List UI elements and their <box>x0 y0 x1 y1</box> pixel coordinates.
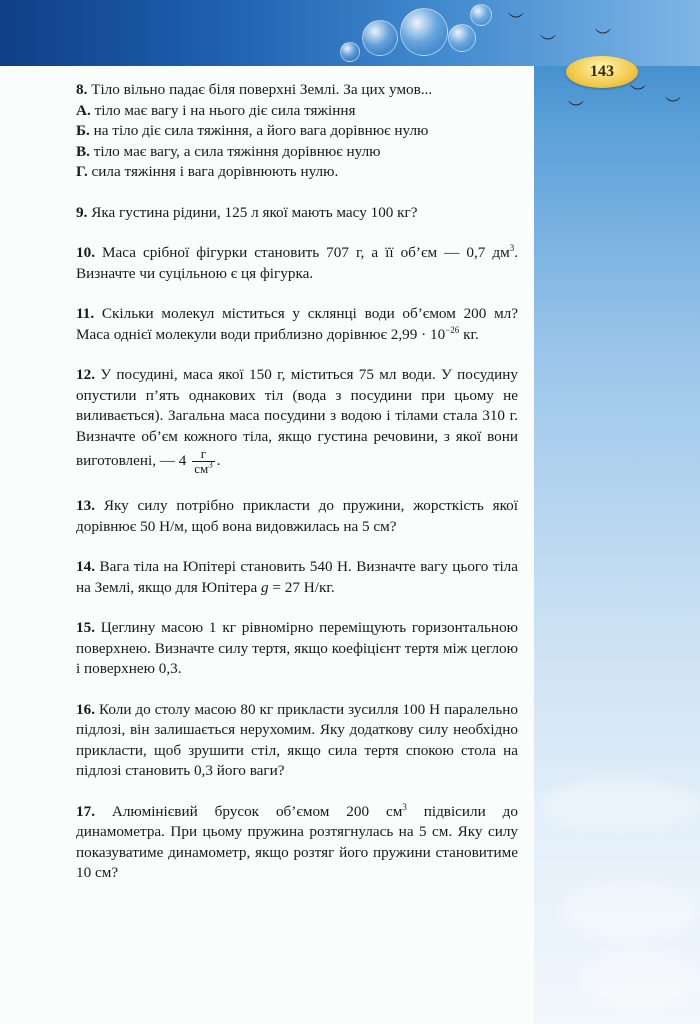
water-bubble <box>448 24 476 52</box>
task-text: Цеглину масою 1 кг рівномірно переміщують горизонтальною поверхнею. Визначте силу тертя, якщо коефіцієнт тертя між цеглою і поверхнею 0,3. <box>76 619 519 677</box>
superscript: −26 <box>445 324 460 335</box>
task-15 <box>76 618 518 680</box>
task-stem <box>76 80 518 101</box>
page-number: 143 <box>566 56 638 88</box>
water-bubble <box>340 42 360 62</box>
gravity-symbol: g <box>261 578 269 596</box>
fraction-denominator <box>192 459 215 476</box>
task-9 <box>76 203 518 224</box>
option-a <box>76 101 518 122</box>
task-10 <box>76 243 518 284</box>
water-bubble <box>470 4 492 26</box>
task-8 <box>76 80 518 183</box>
task-text: Маса срібної фігурки становить 707 г, а її об’єм — 0,7 дм <box>102 244 510 261</box>
task-16 <box>76 700 518 782</box>
task-11 <box>76 304 518 345</box>
option-letter: В. <box>76 142 90 160</box>
option-text: на тіло діє сила тяжіння, а його вага дорівнює нулю <box>93 122 429 139</box>
option-letter: Б. <box>76 122 90 139</box>
option-text: тіло має вагу, а сила тяжіння дорівнює нулю <box>93 142 381 160</box>
bird-icon: ︶ <box>540 33 557 52</box>
task-number: 13. <box>76 497 95 514</box>
task-text-tail: = 27 Н/кг. <box>268 578 335 596</box>
water-bubble <box>400 8 448 56</box>
cloud <box>560 880 700 940</box>
denominator-unit: см <box>194 461 209 476</box>
task-number: 12. <box>76 366 95 383</box>
task-number: 8. <box>76 81 88 98</box>
task-text-tail: підвісили до динамометра. При цьому пружина розтягнулась на 5 см. Яку силу показуватиме динамометр, якщо розтяг його пружини становитиме 10 см? <box>76 802 518 881</box>
task-number: 9. <box>76 203 88 221</box>
superscript: 3 <box>208 459 213 470</box>
fraction-numerator: г <box>192 447 215 462</box>
option-text: тіло має вагу і на нього діє сила тяжіння <box>94 101 356 119</box>
task-number: 17. <box>76 802 95 820</box>
option-b <box>76 121 518 142</box>
option-g <box>76 162 518 183</box>
problem-list <box>76 80 518 904</box>
task-12 <box>76 365 518 476</box>
task-text: Скільки молекул міститься у склянці води об’ємом 200 мл? Маса однієї молекули води приблизно дорівнює 2,99 · 10 <box>76 305 519 343</box>
superscript: 3 <box>402 801 407 812</box>
cloud <box>540 780 700 830</box>
density-fraction <box>192 447 215 476</box>
task-number: 14. <box>76 558 95 575</box>
task-text: Вага тіла на Юпітері становить 540 Н. Визначте вагу цього тіла на Землі, якщо для Юпітера <box>76 558 519 596</box>
option-text: сила тяжіння і вага дорівнюють нулю. <box>91 163 339 180</box>
option-v <box>76 142 518 163</box>
superscript: 3 <box>509 242 515 253</box>
task-text: У посудині, маса якої 150 г, міститься 75 мл води. У посудину опустили п’ять однакових тіл (вода з посудини при цьому не виливається). Загальна маса посудини з водою і тілами стала 310 г. Визначте об’єм кожного тіла, якщо густина речовини, з якої вони виготовлені, — 4 <box>76 366 518 469</box>
task-text-tail: кг. <box>459 325 479 343</box>
bird-icon: ︶ <box>595 27 612 46</box>
option-letter: Г. <box>76 163 88 180</box>
water-bubble <box>362 20 398 56</box>
task-text: Яку силу потрібно прикласти до пружини, жорсткість якої дорівнює 50 Н/м, щоб вона видовжилась на 5 см? <box>76 497 518 535</box>
task-number: 15. <box>76 619 95 636</box>
task-number: 10. <box>76 244 95 261</box>
task-text: Алюмінієвий брусок об’ємом 200 см <box>111 802 403 820</box>
task-number: 16. <box>76 700 95 718</box>
task-text-tail: . Визначте чи суцільною є ця фігурка. <box>76 244 518 282</box>
task-13 <box>76 496 518 537</box>
task-text-tail: . <box>216 451 221 469</box>
task-number: 11. <box>76 305 95 322</box>
task-text: Яка густина рідини, 125 л якої мають масу 100 кг? <box>91 203 418 221</box>
task-14 <box>76 557 518 598</box>
task-17 <box>76 802 518 884</box>
bird-icon: ︶ <box>630 83 647 102</box>
bird-icon: ︶ <box>665 95 682 114</box>
bird-icon: ︶ <box>508 11 525 30</box>
bird-icon: ︶ <box>568 99 585 118</box>
task-text: Коли до столу масою 80 кг прикласти зусилля 100 Н паралельно підлозі, він залишається нерухомим. Яку додаткову силу необхідно прикласти, щоб зрушити стіл, якщо сила тертя спокою стола на підлозі становить 0,3 його ваги? <box>76 700 519 779</box>
option-letter: А. <box>76 101 91 119</box>
cloud <box>580 950 700 1010</box>
task-text: Тіло вільно падає біля поверхні Землі. За цих умов... <box>91 81 433 98</box>
